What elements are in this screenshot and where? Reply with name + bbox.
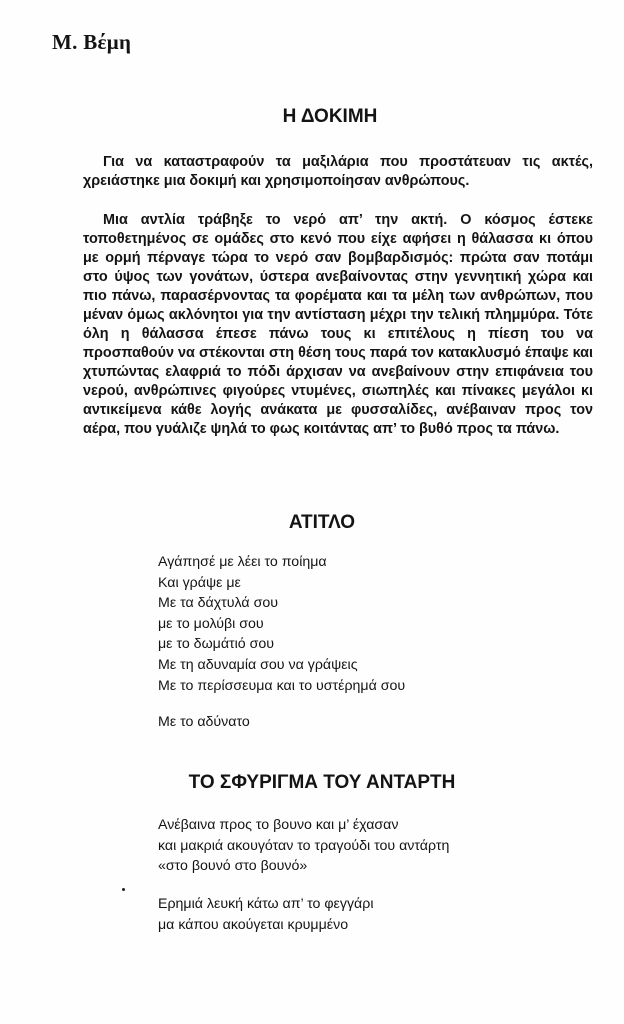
section-title-atitlo: ΑΤΙΤΛΟ [288,512,356,533]
prose-paragraph: Για να καταστραφούν τα μαξιλάρια που προστάτευαν τις ακτές, χρειάστηκε μια δοκιμή και χρησιμοποίησαν ανθρώπους. [83,154,593,189]
section-title-dokimi: Η ΔΟΚΙΜΗ [282,106,378,127]
prose-paragraph: Μια αντλία τράβηξε το νερό απ’ την ακτή. Ο κόσμος έστεκε τοποθετημένος σε ομάδες στο κενό που είχε αφήσει η θάλασσα κι όπου με ορμή πέρναγε τώρα το νερό σαν βομβαρδισμός: πρώτα σαν ποτάμι στο ύψος των γονάτων, ύστερα ανεβαίνοντας στην γεννητική χώρα και πιο πάνω, παρασέρνοντας τα φορέματα και τα μέλη των ανθρώπων, που μέναν όμως ακλόνητοι για την αντίσταση μέχρι την τελική πλημμύρα. Τότε όλη η θάλασσα έπεσε πάνω τους κι επιτέλους η πίεση του να προσπαθούν να στέκονται στη θέση τους παρά τον κατακλυσμό έπαψε και χτυπώντας ελαφριά το πόδι άρχισαν να ανεβαίνουν στην επιφάνεια του νερού, ανθρώπινες φιγούρες ντυμένες, σιωπηλές και πίνακες μεγάλοι κι αντικείμενα κάθε λογής ανάκατα με φυσσαλίδες, ανέβαιναν προς τον αέρα, που γυάλιζε ψηλά το φως κοιτάντας απ’ το βυθό προς τα πάνω. [83,212,593,437]
poem-stanza [158,815,449,877]
poem-line: Με το αδύνατο [158,714,250,730]
section-title-sfyrigma: ΤΟ ΣΦΥΡΙΓΜΑ ΤΟΥ ΑΝΤΑΡΤΗ [188,772,456,793]
poem-stanza [158,712,250,733]
poem-stanza [158,894,373,935]
poem-line: Με το περίσσευμα και το υστέρημά σου [158,677,406,694]
poem-line: Ανέβαινα προς το βουνο και μ’ έχασαν [158,817,399,833]
poem-line: με το μολύβι σου [158,615,264,632]
poem-line: Με τα δάχτυλά σου [158,595,278,612]
scan-speck [122,888,125,891]
poem-line: «στο βουνό στο βουνό» [158,858,308,875]
poem-line: Αγάπησέ με λέει το ποίημα [158,554,327,570]
poem-line: Ερημιά λευκή κάτω απ’ το φεγγάρι [158,896,374,912]
poem-line: Με τη αδυναμία σου να γράψεις [158,656,358,673]
author-name: Μ. Βέμη [52,30,132,54]
poem-line: μα κάπου ακούγεται κρυμμένο [158,916,349,933]
poem-line: με το δωμάτιό σου [158,636,275,653]
poem-line: και μακριά ακουγόταν το τραγούδι του αντάρτη [158,837,450,854]
poem-stanza [158,552,405,696]
poem-line: Και γράψε με [158,574,241,591]
